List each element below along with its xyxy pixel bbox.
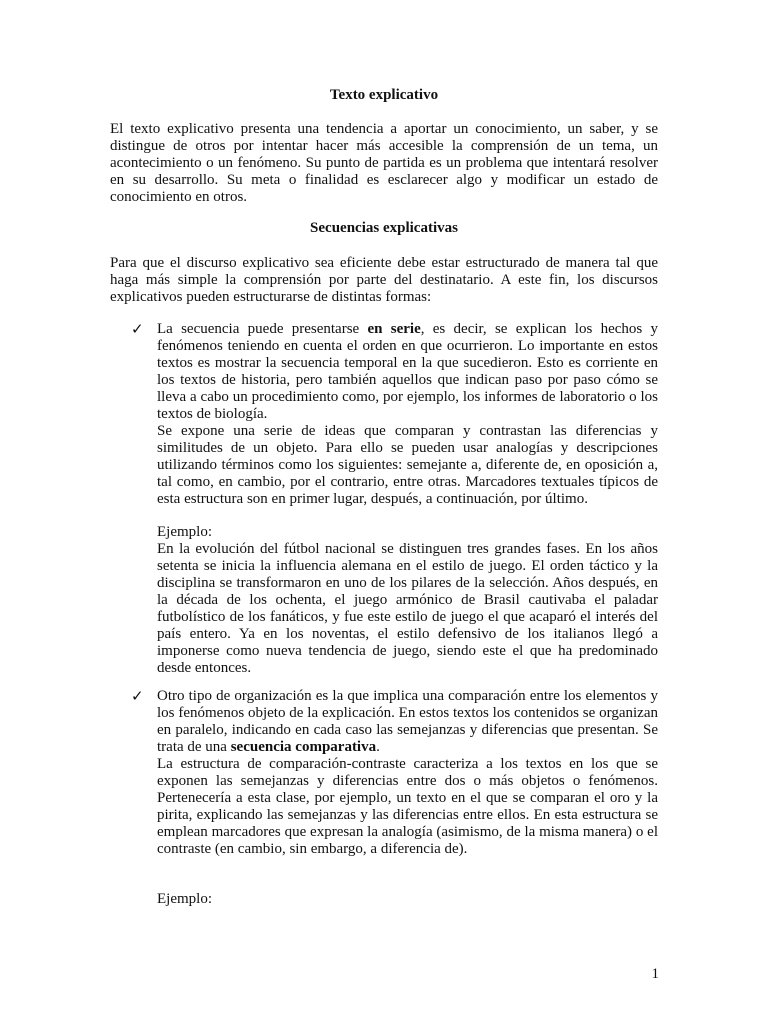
bullet-2-bold-term: secuencia comparativa — [230, 739, 377, 755]
bullet-2-text-before: Otro tipo de organización es la que implica una comparación entre los elementos y los fenómenos objeto de la explicación. En estos textos los contenidos se organizan en paralelo, indicando en cada caso las semejanzas y diferencias que presentan. Se trata de una — [157, 688, 658, 755]
bullet-2-paragraph-2: La estructura de comparación-contraste caracteriza a los textos en los que se exponen las semejanzas y diferencias entre dos o más objetos o fenómenos. Pertenecería a esta clase, por ejemplo, un texto en el que se comparan el oro y la pirita, explicando las semejanzas y las diferencias entre ellos. En esta estructura se emplean marcadores que expresan la analogía (asimismo, de la misma manera) o el contraste (en cambio, sin embargo, a diferencia de). — [157, 756, 658, 857]
bullet-1-example-text: En la evolución del fútbol nacional se distinguen tres grandes fases. En los años setenta se inicia la influencia alemana en el estilo de juego. El orden táctico y la disciplina se transformaron en uno de los pilares de la selección. Años después, en la década de los ochenta, el juego armónico de Brasil cautivaba el paladar futbolístico de los fanáticos, y fue este estilo de juego el que acaparó el interés del país entero. Ya en los noventas, el estilo defensivo de los italianos llegó a imponerse como nueva tendencia de juego, siendo este el que ha predominado desde entonces. — [157, 541, 658, 676]
intro-paragraph: El texto explicativo presenta una tendencia a aportar un conocimiento, un saber, y se distingue de otros por intentar hacer más accesible la comprensión de un tema, un acontecimiento o un fenómeno. Su punto de partida es un problema que intentará resolver en su desarrollo. Su meta o finalidad es esclarecer algo y modificar un estado de conocimiento en otros. — [110, 121, 658, 205]
document-title: Texto explicativo — [329, 87, 439, 103]
bullet-1-paragraph-2: Se expone una serie de ideas que comparan y contrastan las diferencias y similitudes de un objeto. Para ello se pueden usar analogías y descripciones utilizando términos como los siguientes: semejante a, diferente de, en oposición a, tal como, en cambio, por el contrario, entre otras. Marcadores textuales típicos de esta estructura son en primer lugar, después, a continuación, por último. — [157, 423, 658, 507]
bullet-2-paragraph — [157, 688, 658, 756]
bullet-1-text-after: , es decir, se explican los hechos y fenómenos teniendo en cuenta el orden en que ocurrieron. Lo importante en estos textos es mostrar la secuencia temporal en la que sucedieron. Esto es corriente en los textos de historia, pero también aquellos que indican paso por paso cómo se lleva a cabo un procedimiento como, por ejemplo, los informes de laboratorio o los textos de biología. — [157, 321, 658, 422]
bullet-2-example-label: Ejemplo: — [157, 891, 212, 907]
bullet-2-text-after: . — [376, 739, 380, 755]
section-subtitle: Secuencias explicativas — [310, 220, 458, 236]
checkmark-icon: ✓ — [131, 320, 144, 338]
bullet-1-text-before: La secuencia puede presentarse — [157, 321, 368, 337]
bullet-1-bold-term: en serie — [367, 321, 421, 337]
checkmark-icon: ✓ — [131, 687, 144, 705]
intro-paragraph-2: Para que el discurso explicativo sea eficiente debe estar estructurado de manera tal que haga más simple la comprensión por parte del destinatario. A este fin, los discursos explicativos pueden estructurarse de distintas formas: — [110, 255, 658, 305]
bullet-1-paragraph — [157, 321, 658, 423]
bullet-1-example-label: Ejemplo: — [157, 524, 212, 540]
page-number: 1 — [651, 966, 659, 982]
